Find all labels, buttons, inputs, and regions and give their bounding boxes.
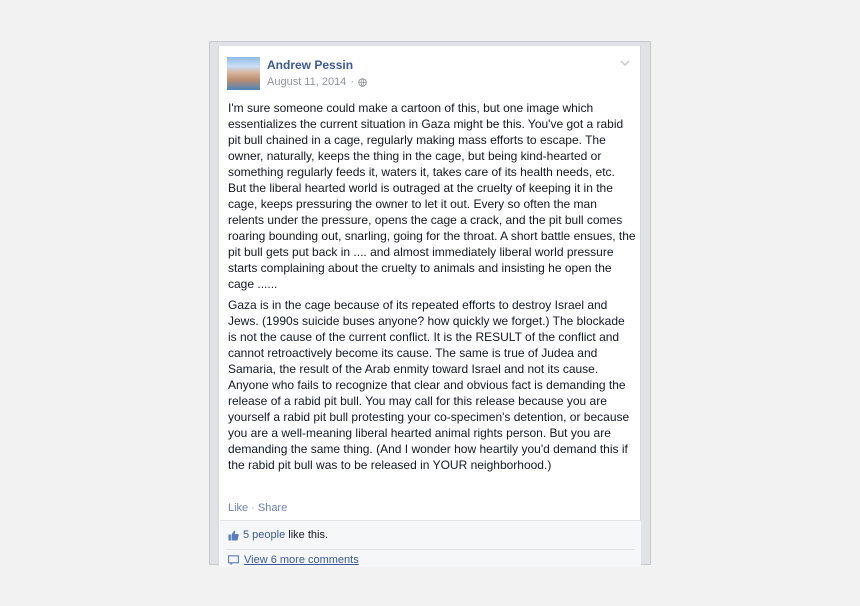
post-meta xyxy=(267,76,367,88)
post-date[interactable]: August 11, 2014 xyxy=(267,76,347,88)
author-name[interactable]: Andrew Pessin xyxy=(267,58,354,72)
post-actions xyxy=(228,502,287,514)
post-paragraph: I'm sure someone could make a cartoon of this, but one image which essentializes the current situation in Gaza might be this. You've got a rabid pit bull chained in a cage, regularly making mass efforts to escape. The owner, naturally, keeps the thing in the cage, but being kind-hearted or something regularly feeds it, waters it, takes care of its health needs, etc. But the liberal hearted world is outraged at the cruelty of keeping it in the cage, keeps pressuring the owner to let it out. Every so often the man relents under the pressure, opens the cage a crack, and the pit bull comes roaring bounding out, snarling, going for the throat. A short battle ensues, the pit bull gets put back in .... and almost immediately liberal world pressure starts complaining about the cruelty to animals and insisting he open the cage ...... xyxy=(228,101,636,291)
post-paragraph: Gaza is in the cage because of its repeated efforts to destroy Israel and Jews. (1990s suicide buses anyone? how quickly we forget.) The blockade is not the cause of the current conflict. It is the RESULT of the conflict and cannot retroactively become its cause. The same is true of Judea and Samaria, the result of the Arab enmity toward Israel and not its cause. Anyone who fails to recognize that clear and obvious fact is demanding the release of a rabid pit bull. You may call for this release because you are yourself a rabid pit bull protesting your co-specimen's detention, or because you are a well-meaning liberal hearted animal rights person. But you are demanding the same thing. (And I wonder how heartily you'd demand this if the rabid pit bull was to be released in YOUR neighborhood.) xyxy=(228,298,630,472)
thumbs-up-icon xyxy=(228,530,239,541)
like-link[interactable]: Like xyxy=(228,502,249,514)
feedback-divider xyxy=(226,549,635,550)
action-separator: · xyxy=(251,502,255,514)
post-body xyxy=(228,100,636,478)
post-card xyxy=(218,46,641,566)
chevron-down-icon[interactable] xyxy=(620,60,630,67)
feedback-section xyxy=(220,520,641,567)
view-more-comments[interactable] xyxy=(228,554,359,566)
date-separator: · xyxy=(350,76,354,88)
avatar[interactable] xyxy=(227,57,260,90)
likes-row xyxy=(228,529,328,541)
likes-suffix: like this. xyxy=(285,529,329,541)
share-link[interactable]: Share xyxy=(257,502,288,514)
likes-link[interactable]: 5 people xyxy=(243,529,286,541)
globe-icon[interactable] xyxy=(358,78,367,87)
view-more-comments-label[interactable]: View 6 more comments xyxy=(244,554,359,566)
comment-icon xyxy=(228,555,239,566)
